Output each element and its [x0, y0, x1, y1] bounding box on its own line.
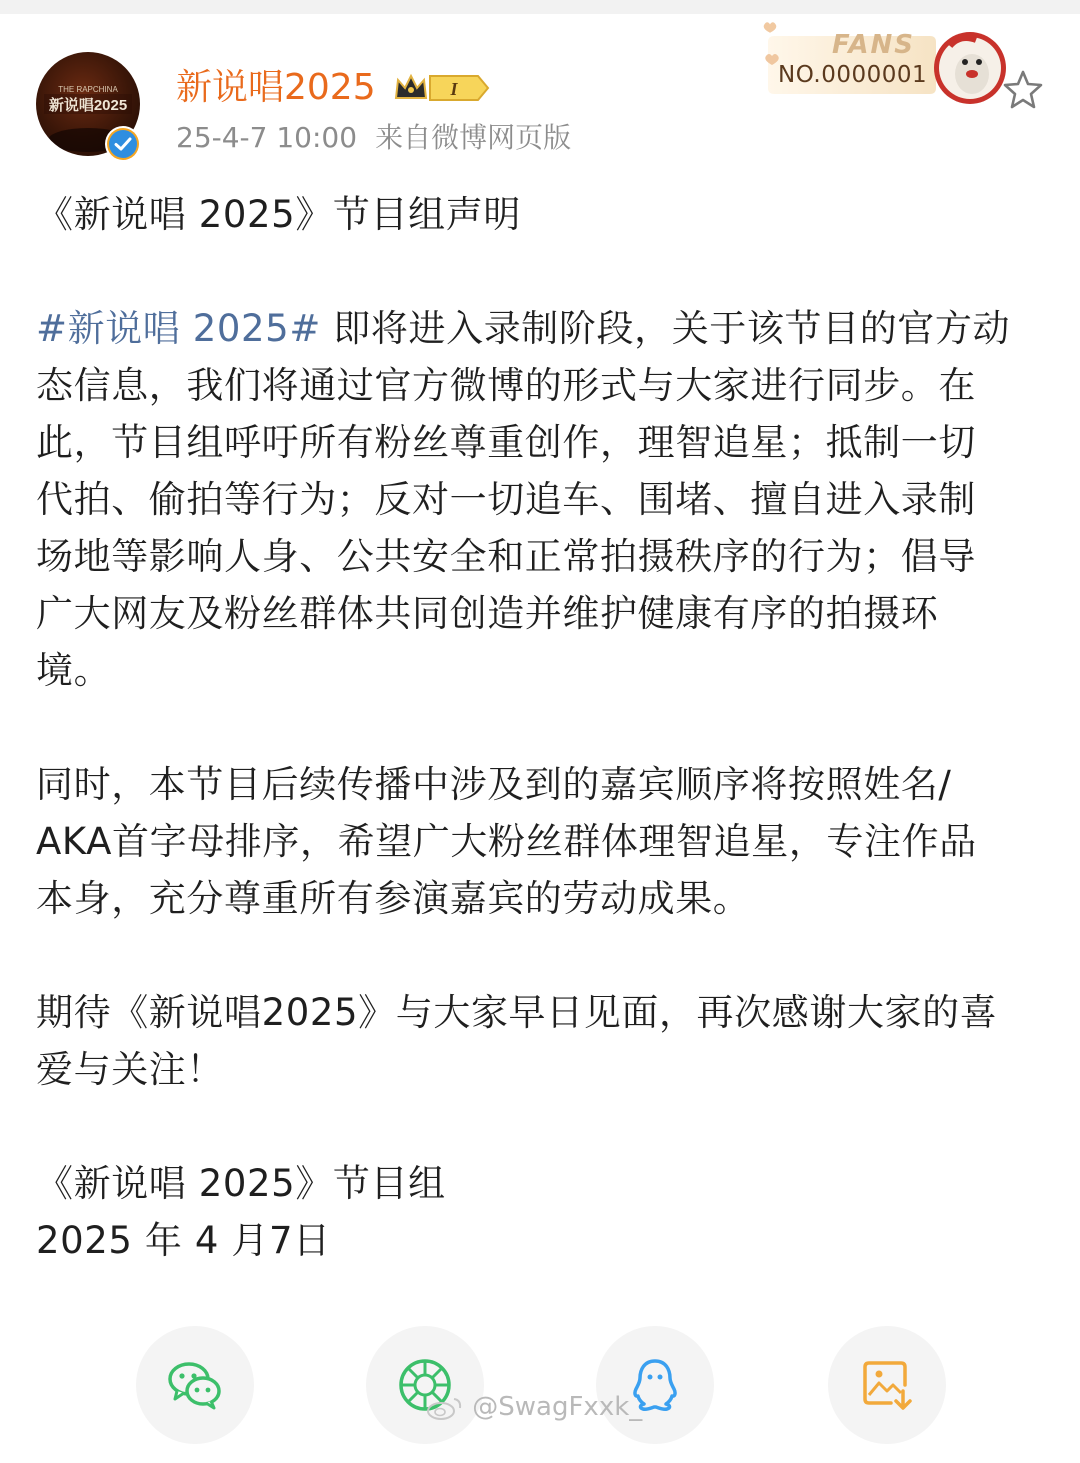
save-image-button[interactable]	[828, 1326, 946, 1444]
paragraph-2-line: 同时，本节目后续传播中涉及到的嘉宾顺序将按照姓名/	[36, 763, 952, 806]
paragraph-1-line: 此，节目组呼吁所有粉丝尊重创作，理智追星；抵制一切	[36, 421, 976, 464]
verified-badge-icon	[105, 126, 141, 162]
wechat-icon	[165, 1355, 225, 1415]
paragraph-2-line: 本身，充分尊重所有参演嘉宾的劳动成果。	[36, 877, 751, 920]
paragraph-1	[36, 300, 1046, 357]
paragraph-1-line: 即将进入录制阶段，关于该节目的官方动	[320, 307, 1011, 350]
avatar-logo-top: THE RAPCHINA	[58, 85, 118, 94]
watermark-text: @SwagFxxk_	[472, 1392, 643, 1422]
topic-hashtag-link[interactable]: #新说唱 2025#	[36, 307, 321, 350]
share-wechat-button[interactable]	[136, 1326, 254, 1444]
share-moments-button[interactable]	[366, 1326, 484, 1444]
author-name[interactable]: 新说唱2025	[176, 67, 376, 108]
weibo-watermark	[426, 1392, 642, 1422]
paragraph-3-line: 期待《新说唱2025》与大家早日见面，再次感谢大家的喜	[36, 991, 998, 1034]
signature-date: 2025 年 4 月7日	[36, 1219, 331, 1262]
post-source[interactable]: 来自微博网页版	[375, 121, 572, 154]
signature-line: 《新说唱 2025》节目组	[36, 1162, 446, 1205]
paragraph-1-line: 代拍、偷拍等行为；反对一切追车、围堵、擅自进入录制	[36, 478, 976, 521]
post-content	[36, 186, 1046, 1269]
statement-title: 《新说唱 2025》节目组声明	[36, 193, 521, 236]
weibo-logo-icon	[426, 1395, 464, 1421]
paragraph-2-line: AKA首字母排序，希望广大粉丝群体理智追星，专注作品	[36, 820, 977, 863]
avatar-logo-main: 新说唱2025	[48, 97, 128, 114]
paragraph-1-line: 场地等影响人身、公共安全和正常拍摄秩序的行为；倡导	[36, 535, 976, 578]
member-level-badge[interactable]	[392, 68, 492, 108]
fans-badge-number: NO.0000001	[778, 62, 928, 88]
paragraph-1-line: 态信息，我们将通过官方微博的形式与大家进行同步。在	[36, 364, 976, 407]
favorite-star-icon[interactable]	[1002, 68, 1044, 110]
top-divider	[0, 0, 1080, 14]
save-image-icon	[857, 1355, 917, 1415]
fans-badge-label: FANS	[832, 30, 916, 60]
post-timestamp: 25-4-7 10:00	[176, 121, 358, 154]
paragraph-3-line: 爱与关注！	[36, 1048, 224, 1091]
paragraph-1-line: 境。	[36, 649, 112, 692]
post-meta	[176, 118, 571, 158]
paragraph-1-line: 广大网友及粉丝群体共同创造并维护健康有序的拍摄环	[36, 592, 939, 635]
share-qq-button[interactable]	[596, 1326, 714, 1444]
level-number: I	[450, 79, 458, 99]
